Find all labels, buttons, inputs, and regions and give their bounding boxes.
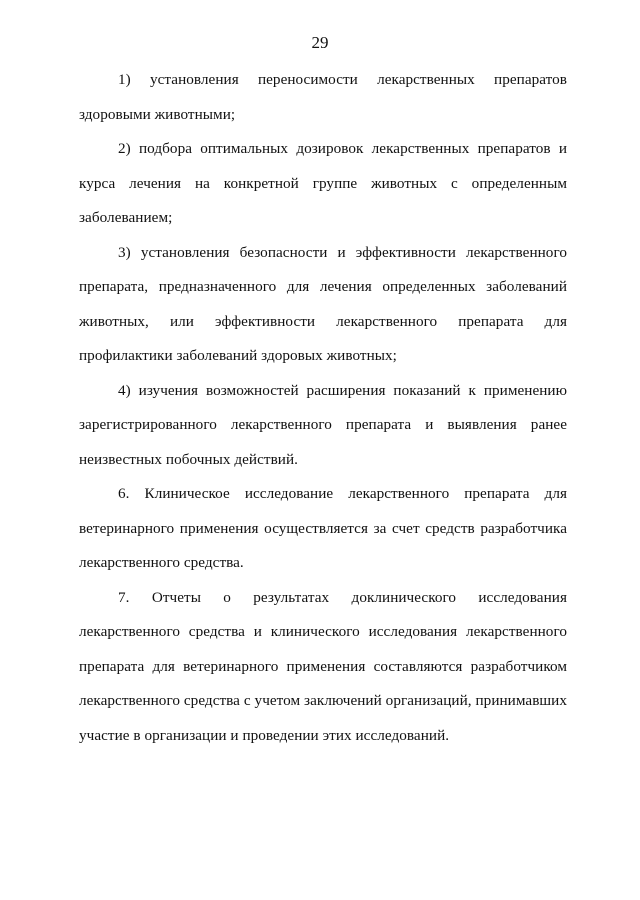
clause-7: 7. Отчеты о результатах доклинического исследования лекарственного средства и клинического исследования лекарственного препарата для ветеринарного применения составляются разработчиком лекарственного средства с учетом заключений организаций, принимавших участие в организации и проведении этих исследований. <box>79 588 567 744</box>
clause-6: 6. Клиническое исследование лекарственного препарата для ветеринарного применения осуществляется за счет средств разработчика лекарственного средства. <box>79 485 567 571</box>
list-item-3: 3) установления безопасности и эффективности лекарственного препарата, предназначенного для лечения определенных заболеваний животных, или эффективности лекарственного препарата для профилактики заболеваний здоровых животных; <box>79 243 567 364</box>
list-item-1: 1) установления переносимости лекарственных препаратов здоровыми животными; <box>79 71 567 123</box>
list-item-2: 2) подбора оптимальных дозировок лекарственных препаратов и курса лечения на конкретной группе животных с определенным заболеванием; <box>79 140 567 226</box>
page-number: 29 <box>311 33 329 52</box>
document-body <box>79 63 567 753</box>
list-item-4: 4) изучения возможностей расширения показаний к применению зарегистрированного лекарственного препарата и выявления ранее неизвестных побочных действий. <box>79 381 567 468</box>
